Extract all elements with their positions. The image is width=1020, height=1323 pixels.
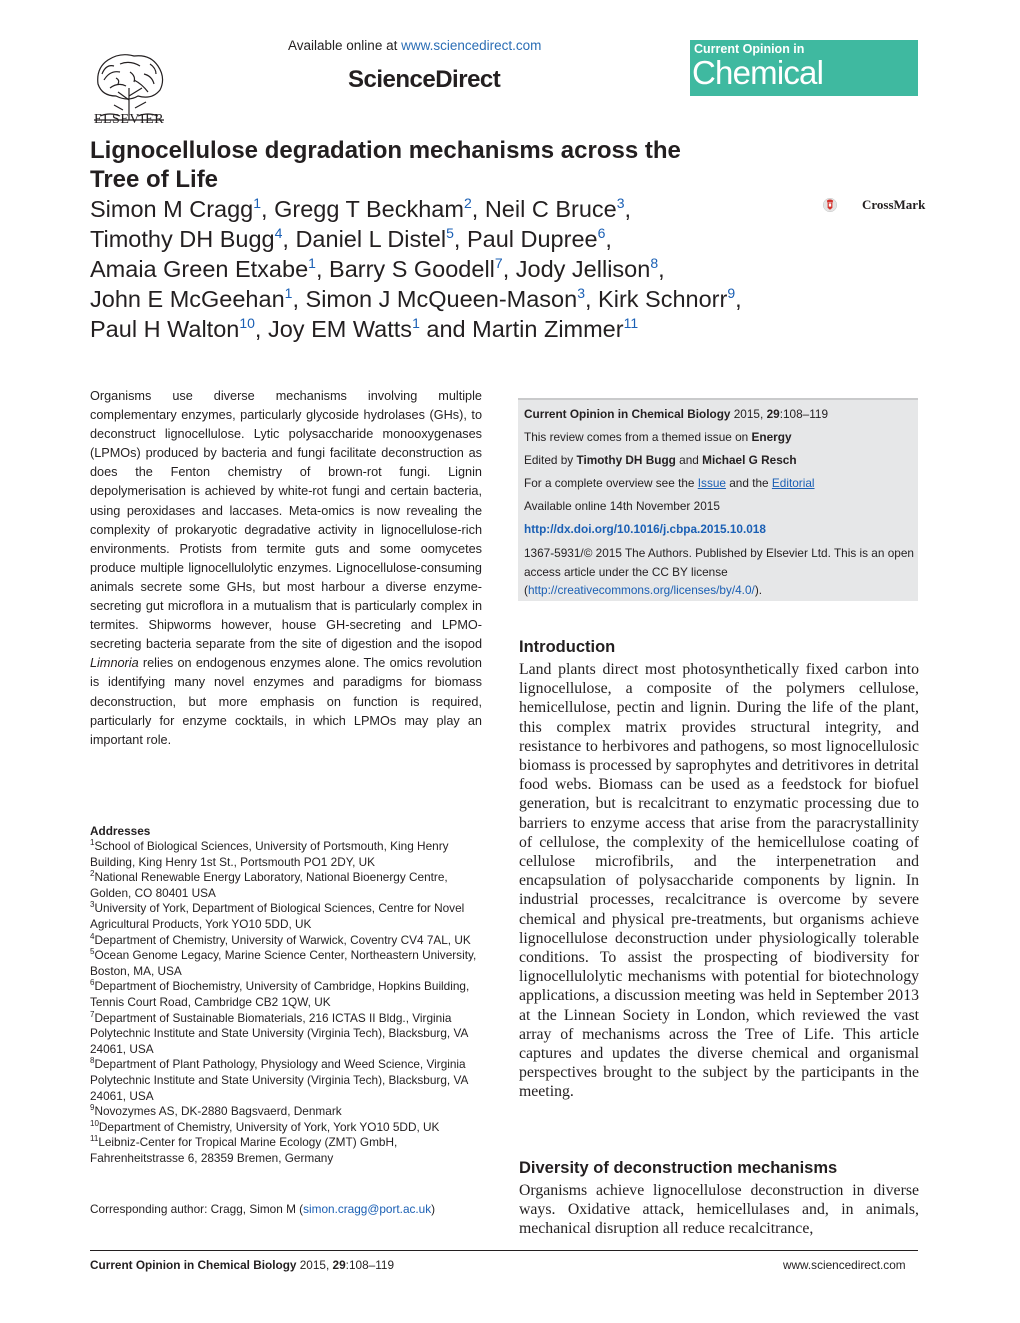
address-text: Department of Sustainable Biomaterials, 216 ICTAS II Bldg., Virginia Polytechnic Institute and State University (Virginia Tech), Blacksburg, VA 24061, USA (90, 1010, 468, 1056)
affiliation-marker[interactable]: 8 (650, 255, 659, 271)
info-available: Available online 14th November 2015 (524, 499, 720, 513)
address-text: Department of Chemistry, University of York, York YO10 5DD, UK (98, 1119, 440, 1134)
address-item (90, 948, 490, 979)
address-item (90, 1057, 490, 1104)
article-title (90, 136, 790, 194)
crossmark-label[interactable]: CrossMark (862, 197, 926, 212)
license-link[interactable]: http://creativecommons.org/licenses/by/4.0/ (527, 583, 755, 597)
author-line: Paul H Walton$^{10}$, Joy EM Watts$^1$ and Martin Zimmer$^{11}$ (90, 315, 639, 342)
info-themed (524, 430, 792, 444)
publisher-name: ELSEVIER (93, 112, 165, 127)
affiliation-marker[interactable]: 6 (597, 225, 606, 241)
author-name: Timothy DH Bugg (90, 226, 275, 252)
author-name: Kirk Schnorr (598, 286, 728, 312)
address-item (90, 1135, 490, 1166)
address-item (90, 979, 490, 1010)
author-name: Gregg T Beckham (274, 196, 464, 222)
address-item (90, 933, 490, 949)
address-number: 3 (90, 900, 95, 910)
info-copyright (524, 544, 914, 600)
info-year: 2015, (733, 407, 764, 421)
diversity-text: Organisms achieve lignocellulose deconstruction in diverse ways. Oxidative attack, hemicellulases and, in animals, mechanical disruption all reduce recalcitrance, (519, 1182, 919, 1238)
footer-url[interactable]: www.sciencedirect.com (783, 1258, 906, 1272)
available-online (288, 38, 541, 53)
address-number: 11 (90, 1134, 99, 1144)
addresses-list (90, 839, 490, 1166)
info-edited (524, 453, 797, 467)
author-name: John E McGeehan (90, 286, 285, 312)
title-line: Lignocellulose degradation mechanisms across the (90, 137, 681, 164)
journal-banner-top: Current Opinion in (694, 42, 805, 56)
affiliation-marker[interactable]: 10 (239, 315, 255, 331)
footer-volume: 29 (332, 1258, 346, 1272)
address-item (90, 1011, 490, 1058)
copyright-text: 1367-5931/© 2015 The Authors. Published by Elsevier Ltd. This is an open access article under the CC BY license ( (524, 546, 914, 597)
author-name: Barry S Goodell (329, 256, 495, 282)
corresponding-label: Corresponding author: Cragg, Simon M ( (90, 1202, 304, 1216)
affiliation-marker[interactable]: 1 (284, 285, 293, 301)
info-overview (524, 476, 815, 490)
abstract-text: Organisms use diverse mechanisms involving multiple complementary enzymes, particularly glycoside hydrolases (GHs), to deconstruct lignocellulose. Lytic polysaccharide monooxygenases (LPMOs) produced by bacteria and fungi facilitate deconstruction as does the Fenton chemistry of brown-rot fungi. Lignin depolymerisation is achieved by white-rot fungi and certain bacteria, using peroxidases and laccases. Meta-omics is now revealing the complexity of prokaryotic degradative activity in lignocellulose-rich environments. Protists from termite guts and some oomycetes produce multiple lignocellulolytic enzymes. Lignocellulose-consuming animals secrete some GHs, but most harbour a diverse enzyme-secreting gut microflora in a mutualism that is particularly complex in termites. Shipworms however, house GH-secreting and LPMO-secreting bacteria separate from the site of digestion and the isopod (90, 389, 482, 652)
author-list (90, 194, 820, 344)
author-line: John E McGeehan$^1$, Simon J McQueen-Mason$^3$, Kirk Schnorr$^9$, (90, 285, 742, 312)
doi-link[interactable]: http://dx.doi.org/10.1016/j.cbpa.2015.10.018 (524, 522, 766, 536)
affiliation-marker[interactable]: 2 (463, 195, 472, 211)
footer-journal: Current Opinion in Chemical Biology (90, 1258, 297, 1272)
affiliation-marker[interactable]: 5 (446, 225, 454, 241)
affiliation-marker[interactable]: 3 (577, 285, 585, 301)
addresses-heading: Addresses (90, 824, 151, 838)
address-item (90, 1120, 490, 1136)
address-item (90, 1104, 490, 1120)
affiliation-marker[interactable]: 1 (412, 315, 420, 331)
editorial-link[interactable]: Editorial (771, 476, 815, 490)
address-text: Department of Plant Pathology, Physiology and Weed Science, Virginia Polytechnic Institute and State University (Virginia Tech), Blacksburg, VA 24061, USA (90, 1057, 468, 1103)
introduction-text: Land plants direct most photosynthetically fixed carbon into lignocellulose, a composite of the polymers cellulose, hemicellulose, pectin and lignin. During the life of the plant, this complex matrix provides structural integrity, and resistance to herbivores and pathogens, so most lignocellulosic biomass is processed by saprophytes and detritivores in detrital food webs. Biomass can be used as a feedstock for biofuel generation, but is recalcitrant to enzymatic processing due to barriers to enzyme access that arise from the paracrystallinity of cellulose, the complexity of the hemicellulose coating of cellulose microfibrils, and the interpenetration and encapsulation of polysaccharide components by lignin. In industrial processes, recalcitrance is overcome by severe chemical and physical pre-treatments, but organisms achieve lignocellulose deconstruction under physiologically tolerable conditions. To assist the prospecting of biodiversity for lignocellulolytic mechanisms with potential for biotechnology applications, a discussion meeting was held in September 2013 at the Linnean Society in London, which reviewed the vast array of mechanisms across the Tree of Life. This article captures and updates the diverse chemical and organismal perspectives brought to the subject by the participants in the meeting. (519, 661, 919, 1101)
info-editor: Timothy DH Bugg (576, 453, 676, 467)
abstract-italic: Limnoria (90, 656, 139, 671)
address-number: 2 (90, 869, 95, 879)
article-info-box (518, 398, 918, 601)
info-themed-topic: Energy (751, 430, 792, 444)
address-number: 7 (90, 1009, 95, 1019)
info-edited-and: and (675, 453, 703, 467)
author-name: Paul Dupree (466, 226, 598, 252)
author-name: Simon M Cragg (90, 196, 254, 222)
sciencedirect-logo: ScienceDirect (348, 66, 501, 93)
address-number: 6 (90, 978, 95, 988)
address-text: University of York, Department of Biological Sciences, Centre for Novel Agricultural Products, York YO10 5DD, UK (90, 901, 465, 931)
address-item (90, 870, 490, 901)
footer-divider (90, 1250, 918, 1251)
author-line: Amaia Green Etxabe$^1$, Barry S Goodell$^7$, Jody Jellison$^8$, (90, 255, 665, 282)
address-number: 9 (90, 1103, 95, 1113)
address-text: National Renewable Energy Laboratory, National Bioenergy Centre, Golden, CO 80401 USA (90, 870, 448, 900)
affiliation-marker[interactable]: 4 (274, 225, 283, 241)
affiliation-marker[interactable]: 1 (253, 195, 262, 211)
affiliation-marker[interactable]: 11 (623, 315, 639, 331)
author-name: Paul H Walton (90, 316, 240, 342)
sciencedirect-link[interactable]: www.sciencedirect.com (401, 38, 542, 53)
journal-banner-name: Chemical Biology (692, 54, 824, 129)
available-online-label: Available online at (288, 38, 402, 53)
address-number: 4 (90, 931, 95, 941)
footer-pages: :108–119 (345, 1258, 394, 1272)
author-email-link[interactable]: simon.cragg@port.ac.uk (303, 1202, 432, 1216)
info-volume: 29 (766, 407, 780, 421)
address-text: School of Biological Sciences, University of Portsmouth, King Henry Building, King Henry 1st St., Portsmouth PO1 2DY, UK (90, 839, 449, 869)
author-name: Martin Zimmer (472, 316, 624, 342)
corresponding-author (90, 1202, 435, 1216)
info-citation (524, 407, 828, 421)
author-name: Daniel L Distel (295, 226, 447, 252)
diversity-heading: Diversity of deconstruction mechanisms (519, 1159, 838, 1177)
author-name: Neil C Bruce (484, 196, 617, 222)
info-journal: Current Opinion in Chemical Biology (524, 407, 731, 421)
affiliation-marker[interactable]: 3 (616, 195, 625, 211)
footer-citation (90, 1258, 394, 1272)
affiliation-marker[interactable]: 9 (727, 285, 736, 301)
author-line: Simon M Cragg$^1$, Gregg T Beckham$^2$, Neil C Bruce$^3$, (90, 195, 632, 222)
introduction-heading: Introduction (519, 638, 616, 656)
address-text: Department of Biochemistry, University of Cambridge, Hopkins Building, Tennis Court Road, Cambridge CB2 1QW, UK (90, 979, 470, 1009)
issue-link[interactable]: Issue (697, 476, 726, 490)
info-editor: Michael G Resch (702, 453, 797, 467)
address-text: Department of Chemistry, University of Warwick, Coventry CV4 7AL, UK (94, 932, 471, 947)
footer-year: 2015, (296, 1258, 333, 1272)
address-item (90, 839, 490, 870)
info-themed-label: This review comes from a themed issue on (524, 430, 752, 444)
abstract (90, 387, 482, 750)
address-number: 10 (90, 1118, 99, 1128)
address-number: 5 (90, 947, 95, 957)
address-text: Ocean Genome Legacy, Marine Science Center, Northeastern University, Boston, MA, USA (90, 948, 477, 978)
address-text: Novozymes AS, DK-2880 Bagsvaerd, Denmark (94, 1104, 342, 1119)
info-overview-and: and the (725, 476, 772, 490)
title-line: Tree of Life (90, 166, 219, 193)
address-number: 8 (90, 1056, 95, 1066)
author-name: Jody Jellison (515, 256, 651, 282)
abstract-text: relies on endogenous enzymes alone. The omics revolution is identifying many novel enzymes and paradigms for biomass deconstruction, but more emphasis on function is required, particularly for enzyme cocktails, in which LPMOs may play an important role. (90, 656, 482, 747)
affiliation-marker[interactable]: 1 (308, 255, 316, 271)
author-name: Joy EM Watts (267, 316, 413, 342)
copyright-end: ). (754, 583, 763, 597)
journal-banner (690, 40, 918, 129)
info-overview-label: For a complete overview see the (524, 476, 698, 490)
address-number: 1 (90, 838, 95, 848)
author-name: Amaia Green Etxabe (90, 256, 309, 282)
authors-and: and (426, 316, 466, 342)
address-text: Leibniz-Center for Tropical Marine Ecology (ZMT) GmbH, Fahrenheitstrasse 6, 28359 Bremen, Germany (90, 1135, 398, 1165)
author-name: Simon J McQueen-Mason (305, 286, 578, 312)
corresponding-end: ) (431, 1202, 436, 1216)
address-item (90, 901, 490, 932)
crossmark-icon[interactable] (822, 186, 862, 224)
info-pages: :108–119 (779, 407, 829, 421)
info-edited-label: Edited by (524, 453, 577, 467)
author-line: Timothy DH Bugg$^4$, Daniel L Distel$^5$, Paul Dupree$^6$, (90, 225, 612, 252)
affiliation-marker[interactable]: 7 (494, 255, 503, 271)
